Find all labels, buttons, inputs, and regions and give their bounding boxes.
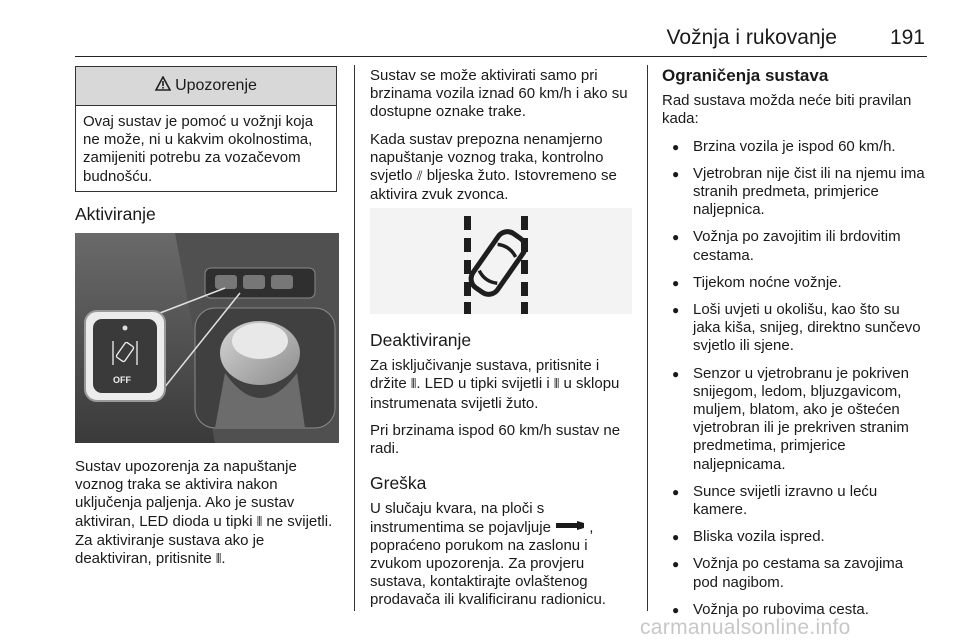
speed-paragraph: Sustav se može aktivirati samo pri brzinama vozila iznad 60 km/h i ako su dostupne oznake trake.: [370, 67, 628, 121]
page-number: 191: [889, 26, 925, 49]
activation-paragraph: Sustav upozorenja za napuštanje voznog traka se aktivira nakon uključenja paljenja. Ako je sustav aktiviran, LED dioda u tipki ⫴ ne svijetli. Za aktiviranje sustava ako je deaktiviran, pritisnite ⫴.: [75, 458, 333, 568]
column-divider: [354, 65, 355, 611]
list-item: ● Vožnja po zavojitim ili brdovitim cestama.: [662, 228, 927, 264]
limits-list: [662, 138, 927, 619]
lane-departure-fault-icon: [555, 519, 589, 536]
off-label: OFF: [113, 375, 131, 385]
lane-departure-icon: ⫴: [553, 377, 560, 393]
warning-triangle-icon: [155, 76, 171, 96]
lane-departure-icon: ⫴: [256, 514, 263, 530]
column-divider: [647, 65, 648, 611]
list-item: ● Senzor u vjetrobranu je pokriven snijegom, ledom, bljuzgavicom, muljem, blatom, ako je oštećen vjetrobran ili je prekriven stranim predmetima, primjerice naljepnicama.: [662, 365, 927, 474]
column-2-lower: [370, 331, 635, 619]
detection-paragraph: Kada sustav prepozna nenamjerno napuštanje voznog traka, kontrolno svjetlo ⫽ bljeska žuto. Istovremeno se aktivira zvuk zvonca.: [370, 130, 617, 204]
section-heading-limits: Ograničenja sustava: [662, 66, 829, 85]
chapter-title: Vožnja i rukovanje: [666, 26, 837, 49]
list-item: ● Vjetrobran nije čist ili na njemu ima stranih predmeta, primjerice naljepnica.: [662, 165, 927, 220]
warning-box-header: [76, 67, 336, 106]
console-figure: [75, 233, 339, 443]
lane-warning-figure: [370, 208, 632, 314]
section-heading-activation: Aktiviranje: [75, 204, 156, 224]
limits-intro: Rad sustava možda neće biti pravilan kada:: [662, 92, 912, 128]
lane-departure-icon: ⫴: [215, 552, 222, 568]
list-item: ● Brzina vozila je ispod 60 km/h.: [662, 138, 927, 156]
list-item: ● Sunce svijetli izravno u leću kamere.: [662, 483, 927, 519]
warning-text: Ovaj sustav je pomoć u vožnji koja ne može, ni u kakvim okolnostima, zamijeniti potrebu za vozačevom budnošću.: [83, 113, 314, 185]
section-heading-fault: Greška: [370, 473, 427, 494]
section-heading-deactivation: Deaktiviranje: [370, 330, 472, 350]
page-header: [0, 26, 925, 54]
list-item: ● Vožnja po cestama sa zavojima pod nagibom.: [662, 555, 927, 591]
warning-title: Upozorenje: [175, 77, 257, 94]
fault-paragraph: U slučaju kvara, na ploči s instrumentima se pojavljuje , popraćeno porukom na zaslonu i zvukom upozorenja. Za provjeru sustava, kontaktirajte ovlaštenog prodavača ili kvalificiranu radionicu.: [370, 500, 606, 609]
low-speed-paragraph: Pri brzinama ispod 60 km/h sustav ne radi.: [370, 421, 621, 458]
list-item: ● Loši uvjeti u okolišu, kao što su jaka kiša, snijeg, direktno sunčevo svjetlo ili sjene.: [662, 301, 927, 356]
lane-departure-icon: ⫴: [410, 377, 417, 393]
header-rule: [75, 56, 927, 57]
column-1: [75, 205, 340, 223]
watermark: carmanualsonline.info: [640, 616, 851, 639]
column-2: [370, 67, 635, 213]
list-item: ● Bliska vozila ispred.: [662, 528, 927, 546]
deactivation-paragraph: Za isključivanje sustava, pritisnite i držite ⫴. LED u tipki svijetli i ⫴ u sklopu instrumenata svijetli žuto.: [370, 357, 620, 412]
list-item: ● Vožnja po rubovima cesta.: [662, 601, 927, 619]
column-1-text: [75, 458, 340, 578]
warning-box: [75, 66, 337, 192]
lane-departure-icon: ⫽: [416, 169, 423, 185]
list-item: ● Tijekom noćne vožnje.: [662, 274, 927, 292]
column-3: [662, 67, 927, 628]
